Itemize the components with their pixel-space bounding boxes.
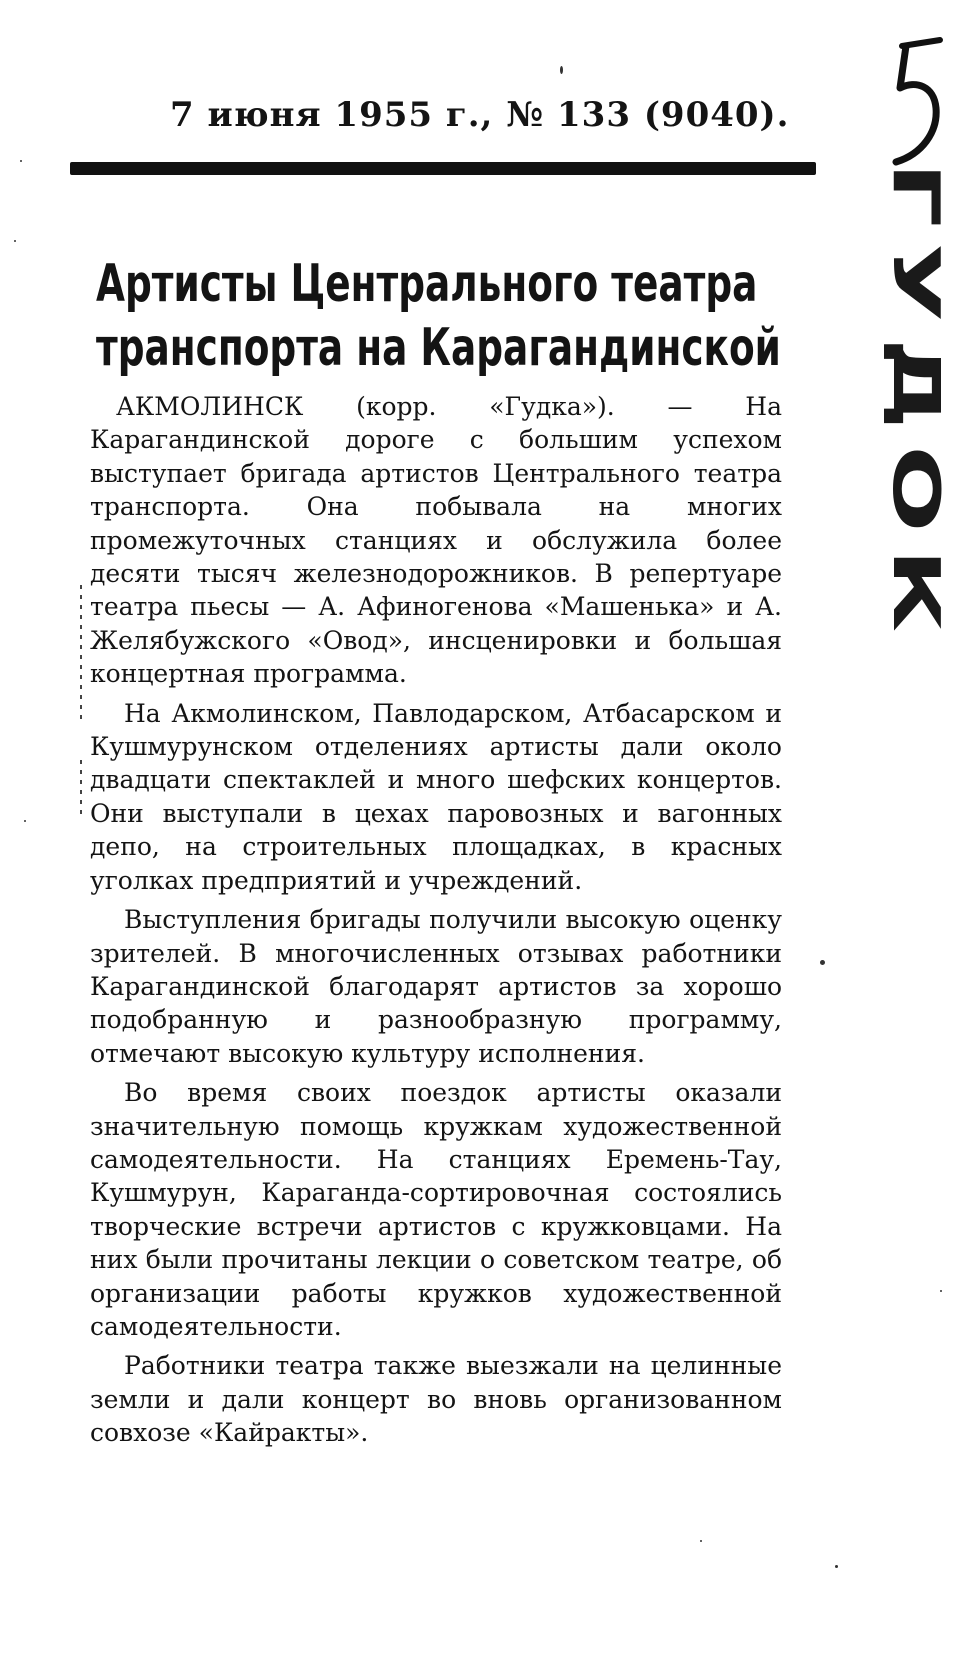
article-headline bbox=[96, 252, 781, 380]
margin-mark bbox=[80, 760, 82, 820]
margin-mark bbox=[80, 585, 82, 725]
article-paragraph: Выступления бригады получили высокую оценку зрителей. В многочисленных отзывах работники Карагандинской благодарят артистов за хорошо подобранную и разнообразную программу, отмечают высокую культуру исполнения. bbox=[90, 905, 782, 1068]
article-body bbox=[90, 390, 782, 1456]
masthead-fragment bbox=[878, 161, 952, 649]
article-paragraph: АКМОЛИНСК (корр. «Гудка»). — На Карагандинской дороге с большим успехом выступает бригада артистов Центрального театра транспорта. Она побывала на многих промежуточных станциях и обслужила более десяти тысяч железнодорожников. В репертуаре театра пьесы — А. Афиногенова «Машенька» и А. Желябужского «Овод», инсценировки и большая концертная программа. bbox=[90, 392, 782, 689]
masthead-text: ГУДОК bbox=[878, 161, 952, 649]
article-paragraph: Работники театра также выезжали на целинные земли и дали концерт во вновь организованном совхозе «Кайракты». bbox=[90, 1351, 782, 1448]
handwritten-page-number bbox=[882, 36, 952, 166]
headline-line-1: Артисты Центрального театра bbox=[96, 254, 758, 314]
headline-line-2: транспорта на Карагандинской bbox=[96, 318, 781, 378]
header-rule bbox=[70, 162, 816, 175]
issue-dateline: 7 июня 1955 г., № 133 (9040). bbox=[170, 95, 790, 135]
article-paragraph: На Акмолинском, Павлодарском, Атбасарском и Кушмурунском отделениях артисты дали около двадцати спектаклей и много шефских концертов. Они выступали в цехах паровозных и вагонных депо, на строительных площадках, в красных уголках предприятий и учреждений. bbox=[90, 698, 782, 895]
article-paragraph: Во время своих поездок артисты оказали значительную помощь кружкам художественной самодеятельности. На станциях Еремень-Тау, Кушмурун, Караганда-сортировочная состоялись творческие встречи артистов с кружковцами. На них были прочитаны лекции о советском театре, об организации работы кружков художественной самодеятельности. bbox=[90, 1078, 782, 1341]
